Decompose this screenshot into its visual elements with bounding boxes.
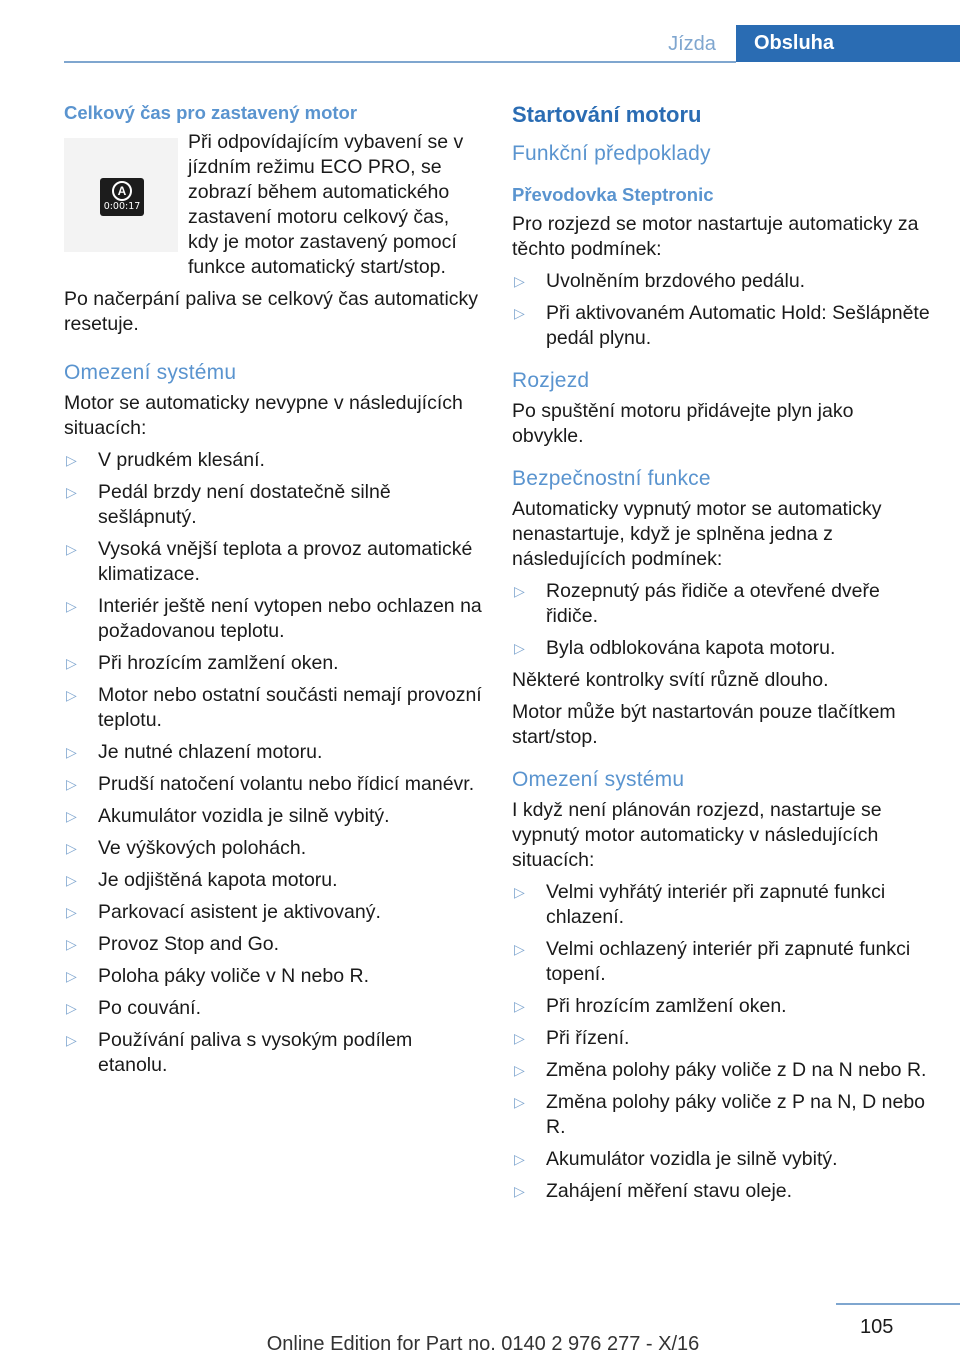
triangle-bullet-icon: ▷ (514, 1151, 525, 1167)
list-item: ▷ Poloha páky voliče v N nebo R. (66, 965, 369, 987)
list-item: ▷ Po couvání. (66, 997, 201, 1019)
list-item: ▷ Používání paliva s vysokým podílem etanolu. (66, 1029, 413, 1076)
list-item: ▷ Byla odblokována kapota motoru. (514, 637, 836, 659)
total-time-intro (64, 130, 482, 280)
limits-intro-right: I když není plánován rozjezd, nastartuje se vypnutý motor automaticky v následujících situacích: (512, 799, 882, 871)
triangle-bullet-icon: ▷ (514, 305, 525, 321)
triangle-bullet-icon: ▷ (514, 941, 525, 957)
auto-start-stop-icon: A (112, 181, 132, 201)
list-item: ▷ Při řízení. (514, 1027, 630, 1049)
list-item: ▷ V prudkém klesání. (66, 449, 265, 471)
tab-jizda[interactable]: Jízda (668, 33, 716, 55)
list-item: ▷ Je odjištěná kapota motoru. (66, 869, 338, 891)
triangle-bullet-icon: ▷ (514, 640, 525, 656)
limits-list-left (64, 448, 482, 1078)
triangle-bullet-icon: ▷ (514, 1183, 525, 1199)
display-time: 0:00:17 (103, 201, 141, 212)
triangle-bullet-icon: ▷ (514, 1030, 525, 1046)
prereq-heading: Funkční předpoklady (512, 142, 711, 165)
list-item: ▷ Velmi ochlazený interiér při zapnuté funkci topení. (514, 938, 911, 985)
footer-rule (836, 1303, 960, 1305)
total-time-heading: Celkový čas pro zastavený motor (64, 102, 358, 123)
page-number: 105 (860, 1316, 894, 1338)
limits-intro-left: Motor se automaticky nevypne v následujících situacích: (64, 392, 463, 439)
list-item: ▷ Ve výškových polohách. (66, 837, 307, 859)
total-time-text: Při odpovídajícím vybavení se v jízdním režimu ECO PRO, se zobrazí během automatického zastavení motoru celkový čas, kdy je motor zastavený pomocí funkce automatický start/stop. (188, 131, 464, 278)
reset-text: Po načerpání paliva se celkový čas automaticky resetuje. (64, 288, 479, 335)
left-column (64, 100, 482, 1085)
right-column (512, 100, 930, 1211)
triangle-bullet-icon: ▷ (66, 687, 77, 703)
limits-list-right (512, 880, 930, 1204)
list-item: ▷ Uvolněním brzdového pedálu. (514, 270, 806, 292)
triangle-bullet-icon: ▷ (66, 872, 77, 888)
triangle-bullet-icon: ▷ (66, 655, 77, 671)
steptronic-heading: Převodovka Steptronic (512, 184, 714, 205)
page-title: Startování motoru (512, 102, 702, 127)
limits-heading-left: Omezení systému (64, 361, 237, 384)
header-rule (64, 61, 736, 63)
list-item: ▷ Zahájení měření stavu oleje. (514, 1180, 793, 1202)
list-item: ▷ Rozepnutý pás řidiče a otevřené dveře řidiče. (514, 580, 880, 627)
list-item: ▷ Prudší natočení volantu nebo řídicí manévr. (66, 773, 475, 795)
triangle-bullet-icon: ▷ (514, 1062, 525, 1078)
triangle-bullet-icon: ▷ (66, 598, 77, 614)
triangle-bullet-icon: ▷ (66, 936, 77, 952)
list-item: ▷ Změna polohy páky voliče z P na N, D nebo R. (514, 1091, 926, 1138)
list-item: ▷ Při hrozícím zamlžení oken. (66, 652, 339, 674)
steptronic-intro: Pro rozjezd se motor nastartuje automaticky za těchto podmínek: (512, 213, 919, 260)
triangle-bullet-icon: ▷ (66, 776, 77, 792)
rozjezd-heading: Rozjezd (512, 369, 590, 392)
triangle-bullet-icon: ▷ (514, 1094, 525, 1110)
triangle-bullet-icon: ▷ (66, 840, 77, 856)
list-item: ▷ Motor nebo ostatní součásti nemají provozní teplotu. (66, 684, 482, 731)
triangle-bullet-icon: ▷ (66, 808, 77, 824)
safety-list (512, 579, 930, 661)
triangle-bullet-icon: ▷ (514, 998, 525, 1014)
steptronic-list (512, 269, 930, 351)
list-item: ▷ Parkovací asistent je aktivovaný. (66, 901, 381, 923)
triangle-bullet-icon: ▷ (66, 744, 77, 760)
rozjezd-text: Po spuštění motoru přidávejte plyn jako obvykle. (512, 400, 854, 447)
triangle-bullet-icon: ▷ (66, 968, 77, 984)
triangle-bullet-icon: ▷ (66, 484, 77, 500)
safety-note-2: Motor může být nastartován pouze tlačítkem start/stop. (512, 701, 896, 748)
display-screen (100, 178, 144, 216)
list-item: ▷ Vysoká vnější teplota a provoz automatické klimatizace. (66, 538, 473, 585)
edition-text: Online Edition for Part no. 0140 2 976 277 - X/16 (266, 1333, 700, 1355)
list-item: ▷ Při aktivovaném Automatic Hold: Sešlápněte pedál plynu. (514, 302, 930, 349)
safety-note-1: Některé kontrolky svítí různě dlouho. (512, 669, 829, 691)
triangle-bullet-icon: ▷ (66, 452, 77, 468)
triangle-bullet-icon: ▷ (514, 583, 525, 599)
list-item: ▷ Pedál brzdy není dostatečně silně sešlápnutý. (66, 481, 391, 528)
safety-intro: Automaticky vypnutý motor se automaticky nenastartuje, když je splněna jedna z následujících podmínek: (512, 498, 882, 570)
triangle-bullet-icon: ▷ (514, 884, 525, 900)
triangle-bullet-icon: ▷ (66, 541, 77, 557)
triangle-bullet-icon: ▷ (66, 1000, 77, 1016)
limits-heading-right: Omezení systému (512, 768, 685, 791)
list-item: ▷ Provoz Stop and Go. (66, 933, 280, 955)
list-item: ▷ Je nutné chlazení motoru. (66, 741, 323, 763)
triangle-bullet-icon: ▷ (66, 1032, 77, 1048)
list-item: ▷ Změna polohy páky voliče z D na N nebo R. (514, 1059, 927, 1081)
list-item: ▷ Akumulátor vozidla je silně vybitý. (66, 805, 390, 827)
tab-obsluha[interactable]: Obsluha (736, 25, 960, 62)
list-item: ▷ Při hrozícím zamlžení oken. (514, 995, 787, 1017)
safety-heading: Bezpečnostní funkce (512, 467, 711, 490)
list-item: ▷ Velmi vyhřátý interiér při zapnuté funkci chlazení. (514, 881, 886, 928)
display-image (64, 138, 178, 252)
triangle-bullet-icon: ▷ (514, 273, 525, 289)
list-item: ▷ Akumulátor vozidla je silně vybitý. (514, 1148, 838, 1170)
triangle-bullet-icon: ▷ (66, 904, 77, 920)
list-item: ▷ Interiér ještě není vytopen nebo ochlazen na požadovanou teplotu. (66, 595, 482, 642)
